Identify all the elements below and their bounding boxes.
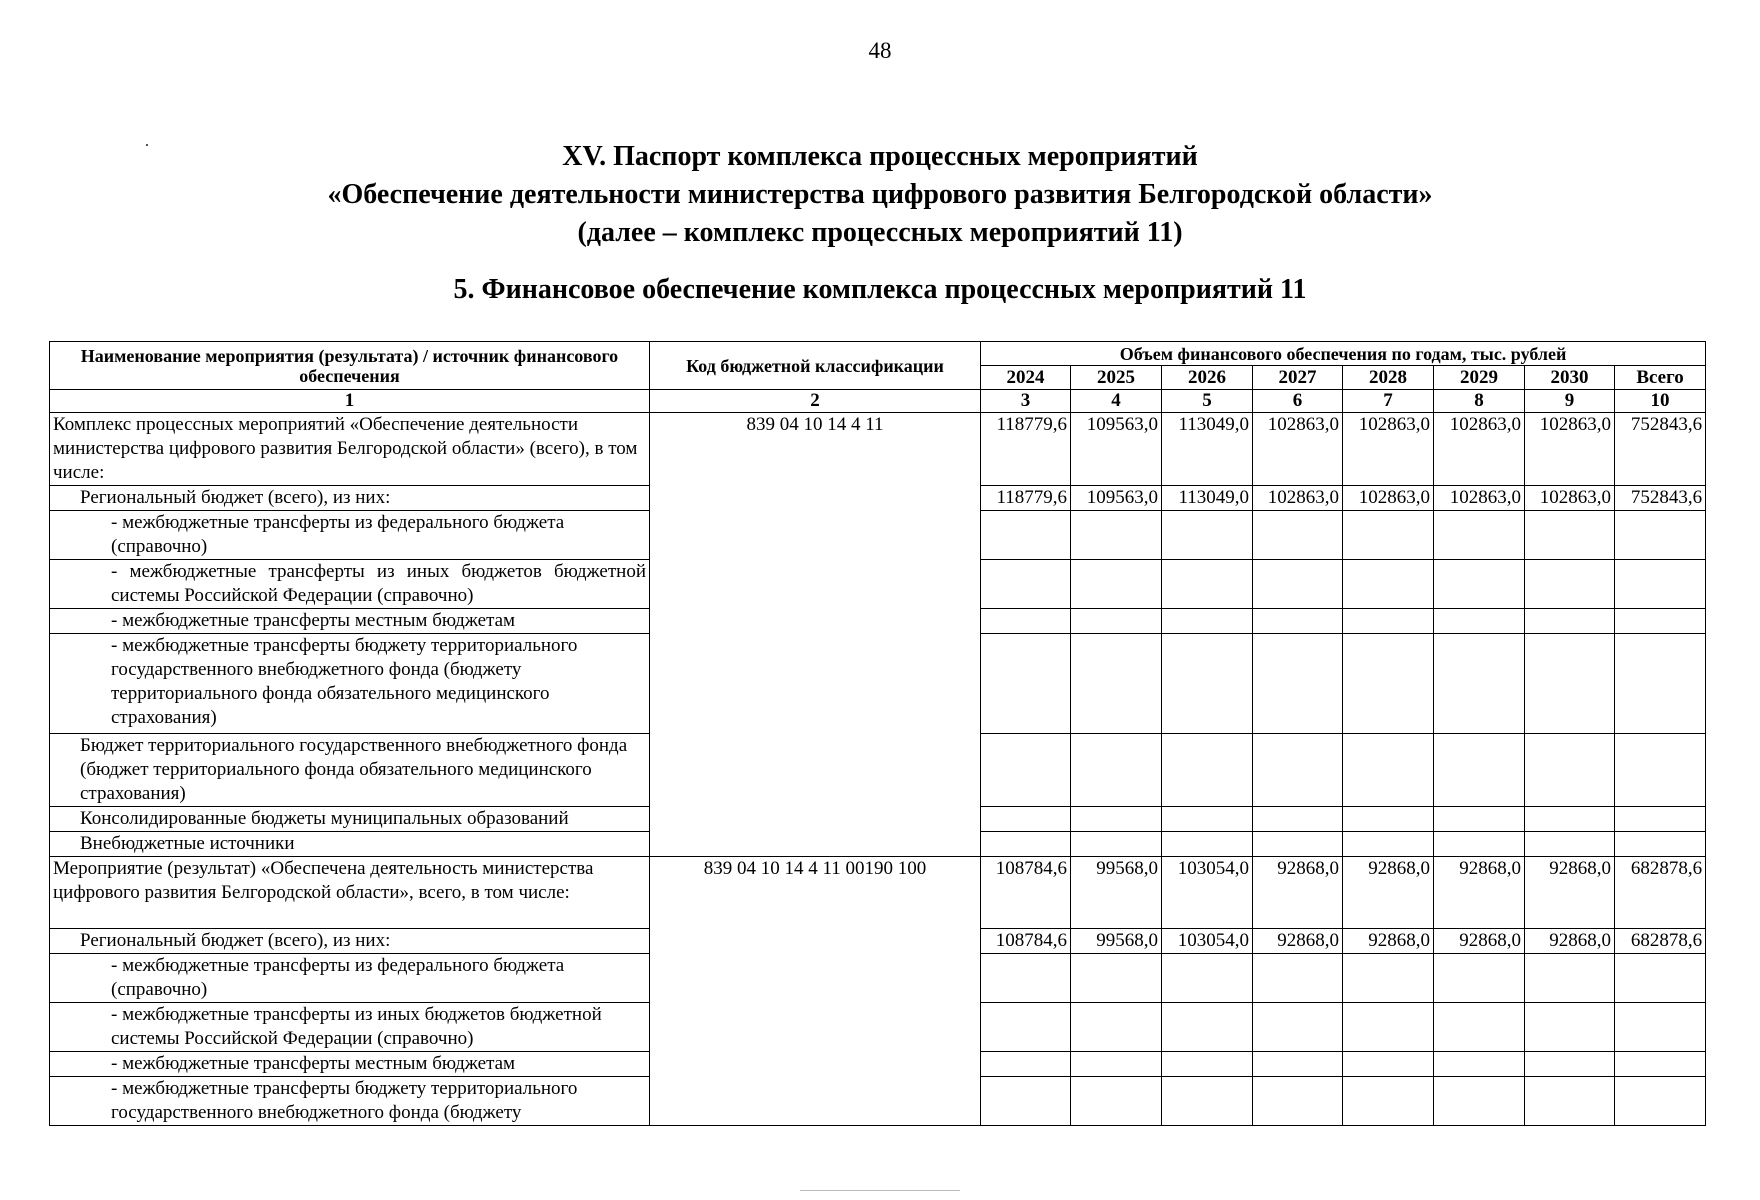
table-row [50,857,1706,929]
year-value [1525,511,1615,560]
row-name: Региональный бюджет (всего), из них: [50,929,650,954]
section-title: 5. Финансовое обеспечение комплекса процессных мероприятий 11 [453,274,1307,305]
column-number: 10 [1615,390,1706,413]
total-value [1615,1077,1706,1126]
year-value [1525,634,1615,734]
header-year: 2030 [1525,366,1615,390]
year-value [1162,807,1253,832]
year-value [1343,609,1434,634]
table-row [50,413,1706,486]
year-value [1162,1052,1253,1077]
year-value [1071,634,1162,734]
year-value: 92868,0 [1525,929,1615,954]
year-value [1343,954,1434,1003]
header-year: 2026 [1162,366,1253,390]
year-value: 108784,6 [981,929,1071,954]
header-year: 2025 [1071,366,1162,390]
year-value [1343,560,1434,609]
row-name: - межбюджетные трансферты из федерального бюджета (справочно) [50,511,650,560]
year-value: 92868,0 [1434,857,1525,929]
header-volume-group: Объем финансового обеспечения по годам, тыс. рублей [981,342,1706,366]
year-value [1071,609,1162,634]
year-value: 92868,0 [1253,857,1343,929]
column-number: 3 [981,390,1071,413]
year-value [1162,734,1253,807]
total-value [1615,609,1706,634]
row-name: - межбюджетные трансферты бюджету территориального государственного внебюджетного фонда (бюджету [50,1077,650,1126]
year-value [1253,734,1343,807]
year-value [1525,1003,1615,1052]
column-number: 9 [1525,390,1615,413]
year-value [1162,511,1253,560]
year-value: 102863,0 [1253,413,1343,486]
year-value [981,1052,1071,1077]
total-value [1615,954,1706,1003]
header-total: Всего [1615,366,1706,390]
row-name: Региональный бюджет (всего), из них: [50,486,650,511]
year-value [981,511,1071,560]
year-value [1071,734,1162,807]
year-value [1434,609,1525,634]
year-value: 109563,0 [1071,413,1162,486]
row-name: - межбюджетные трансферты из федерального бюджета (справочно) [50,954,650,1003]
year-value [1253,1077,1343,1126]
header-name-col: Наименование мероприятия (результата) / источник финансового обеспечения [50,342,650,390]
year-value [1162,954,1253,1003]
row-name: - межбюджетные трансферты бюджету территориального государственного внебюджетного фонда (бюджету территориального фонда обязательного медицинского страхования) [50,634,650,734]
total-value [1615,734,1706,807]
year-value [1343,807,1434,832]
year-value [1343,634,1434,734]
year-value [1434,832,1525,857]
year-value [1071,1003,1162,1052]
year-value: 102863,0 [1525,413,1615,486]
year-value [1253,832,1343,857]
year-value: 102863,0 [1343,486,1434,511]
year-value [1071,832,1162,857]
year-value [1162,832,1253,857]
year-value [1162,609,1253,634]
year-value [1343,734,1434,807]
year-value [1434,1077,1525,1126]
total-value: 752843,6 [1615,413,1706,486]
year-value: 103054,0 [1162,929,1253,954]
year-value [1162,560,1253,609]
year-value [981,954,1071,1003]
year-value [1162,634,1253,734]
header-year: 2029 [1434,366,1525,390]
year-value [981,807,1071,832]
year-value: 118779,6 [981,413,1071,486]
total-value [1615,634,1706,734]
year-value: 118779,6 [981,486,1071,511]
year-value [1162,1003,1253,1052]
title-line: «Обеспечение деятельности министерства цифрового развития Белгородской области» [327,179,1433,210]
year-value [1525,832,1615,857]
year-value [1525,609,1615,634]
year-value: 92868,0 [1525,857,1615,929]
year-value: 102863,0 [1525,486,1615,511]
year-value [1434,807,1525,832]
row-name: Бюджет территориального государственного внебюджетного фонда (бюджет территориального фонда обязательного медицинского страхования) [50,734,650,807]
year-value [1434,1052,1525,1077]
financing-table [49,341,1706,1126]
year-value: 92868,0 [1343,929,1434,954]
year-value [1525,1052,1615,1077]
year-value: 99568,0 [1071,857,1162,929]
year-value: 108784,6 [981,857,1071,929]
row-name: - межбюджетные трансферты местным бюджетам [50,609,650,634]
total-value [1615,511,1706,560]
year-value [1343,1077,1434,1126]
total-value [1615,807,1706,832]
total-value: 752843,6 [1615,486,1706,511]
total-value [1615,560,1706,609]
year-value [981,1077,1071,1126]
year-value [1343,1052,1434,1077]
year-value: 99568,0 [1071,929,1162,954]
page-number: 48 [868,38,892,63]
year-value: 102863,0 [1434,486,1525,511]
column-number: 4 [1071,390,1162,413]
total-value: 682878,6 [1615,857,1706,929]
year-value: 102863,0 [1343,413,1434,486]
year-value [1525,807,1615,832]
year-value [1434,734,1525,807]
year-value [1253,634,1343,734]
total-value [1615,1003,1706,1052]
total-value: 682878,6 [1615,929,1706,954]
year-value: 109563,0 [1071,486,1162,511]
year-value [1253,609,1343,634]
row-name: Мероприятие (результат) «Обеспечена деятельность министерства цифрового развития Белгородской области», всего, в том числе: [50,857,650,929]
column-number: 7 [1343,390,1434,413]
column-number: 8 [1434,390,1525,413]
year-value [1253,1052,1343,1077]
year-value: 113049,0 [1162,486,1253,511]
year-value [1525,1077,1615,1126]
year-value [1253,954,1343,1003]
budget-code: 839 04 10 14 4 11 00190 100 [650,857,981,1126]
year-value [1253,1003,1343,1052]
year-value [981,560,1071,609]
year-value [981,734,1071,807]
header-year: 2024 [981,366,1071,390]
year-value [1343,511,1434,560]
year-value [1343,1003,1434,1052]
year-value [981,609,1071,634]
year-value [1434,560,1525,609]
year-value: 113049,0 [1162,413,1253,486]
year-value [1434,634,1525,734]
year-value [1162,1077,1253,1126]
year-value [1071,1052,1162,1077]
row-name: Консолидированные бюджеты муниципальных образований [50,807,650,832]
passport-title [0,138,1760,252]
year-value [1525,734,1615,807]
year-value [1434,954,1525,1003]
year-value [1071,954,1162,1003]
row-name: - межбюджетные трансферты из иных бюджетов бюджетной системы Российской Федерации (справочно) [50,560,650,609]
year-value [1253,511,1343,560]
total-value [1615,1052,1706,1077]
year-value: 103054,0 [1162,857,1253,929]
year-value: 102863,0 [1434,413,1525,486]
year-value [1253,807,1343,832]
year-value [1434,1003,1525,1052]
row-name: Комплекс процессных мероприятий «Обеспечение деятельности министерства цифрового развития Белгородской области» (всего), в том числе: [50,413,650,486]
title-line: (далее – комплекс процессных мероприятий 11) [577,217,1183,248]
year-value: 92868,0 [1343,857,1434,929]
column-number: 2 [650,390,981,413]
year-value: 92868,0 [1253,929,1343,954]
year-value: 92868,0 [1434,929,1525,954]
year-value [1071,511,1162,560]
year-value [1071,1077,1162,1126]
column-number: 6 [1253,390,1343,413]
title-line: XV. Паспорт комплекса процессных мероприятий [562,141,1198,172]
budget-code: 839 04 10 14 4 11 [650,413,981,857]
header-code-col: Код бюджетной классификации [650,342,981,390]
year-value [1343,832,1434,857]
year-value [1071,560,1162,609]
year-value [1434,511,1525,560]
year-value [1071,807,1162,832]
column-number: 1 [50,390,650,413]
year-value [981,832,1071,857]
year-value [1253,560,1343,609]
year-value [981,1003,1071,1052]
year-value [1525,560,1615,609]
scan-artifact-line [800,1190,960,1191]
row-name: - межбюджетные трансферты местным бюджетам [50,1052,650,1077]
year-value: 102863,0 [1253,486,1343,511]
column-number: 5 [1162,390,1253,413]
year-value [1525,954,1615,1003]
header-year: 2027 [1253,366,1343,390]
row-name: Внебюджетные источники [50,832,650,857]
row-name: - межбюджетные трансферты из иных бюджетов бюджетной системы Российской Федерации (справочно) [50,1003,650,1052]
year-value [981,634,1071,734]
header-year: 2028 [1343,366,1434,390]
total-value [1615,832,1706,857]
